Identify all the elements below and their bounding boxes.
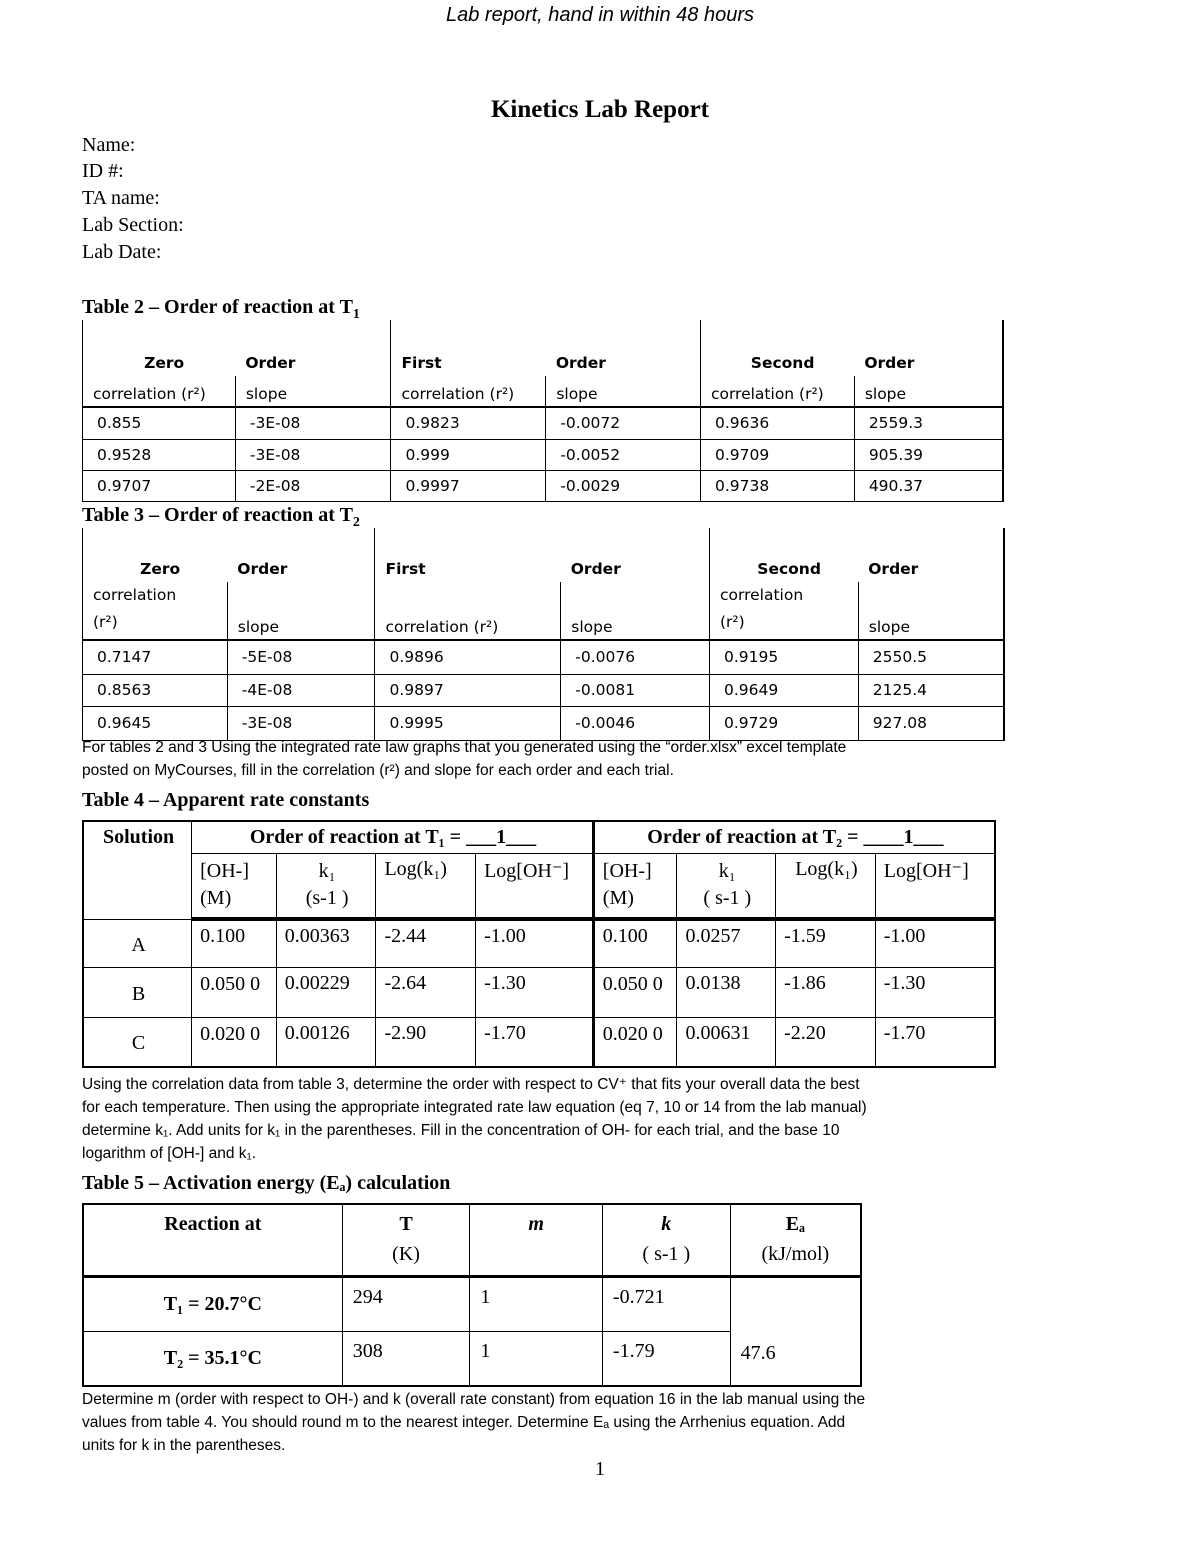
temperature-header [342, 1204, 470, 1276]
table-cell: -1.00 [476, 919, 594, 967]
col-header-unit: ( s-1 ) [703, 886, 752, 909]
table-cell: 927.08 [858, 706, 1004, 740]
col-header-line: T [399, 1213, 413, 1235]
table3-header-zero: Zero [83, 528, 228, 582]
solution-header: Solution [83, 821, 192, 919]
table3-subheader-line: correlation [93, 586, 177, 604]
table-cell: 0.9995 [375, 706, 561, 740]
table-cell: 0.9709 [700, 439, 854, 470]
reaction-at-header: Reaction at [83, 1204, 342, 1276]
id-field-label: ID #: [82, 160, 124, 182]
reaction-temp-label: T₂ = 35.1°C [83, 1331, 342, 1386]
page-title: Kinetics Lab Report [490, 96, 710, 123]
table-cell: 0.9896 [375, 640, 561, 674]
lab-section-field-label: Lab Section: [82, 214, 184, 236]
col-header-line: k₁ [318, 859, 336, 882]
table-cell: 2125.4 [858, 674, 1004, 706]
table-cell: -0.0052 [546, 439, 701, 470]
table2-subheader: slope [235, 376, 391, 407]
table2-subheader: correlation (r²) [391, 376, 546, 407]
col-header-unit: (M) [200, 886, 232, 909]
table-cell: -3E-08 [227, 706, 375, 740]
table2-header-second: Second [700, 320, 854, 376]
table-cell: 0.9897 [375, 674, 561, 706]
table-cell: 0.050 0 [593, 967, 677, 1017]
table-cell: -0.0076 [561, 640, 710, 674]
instruction-line: logarithm of [OH-] and k₁. [82, 1145, 257, 1162]
table-cell: 0.9738 [700, 470, 854, 501]
table-cell: -0.0072 [546, 407, 701, 439]
table-cell: 0.9649 [709, 674, 858, 706]
table-cell: 0.00631 [677, 1017, 776, 1067]
table-cell: -1.59 [776, 919, 876, 967]
col-header-unit: (M) [602, 886, 634, 909]
table-cell: 0.00363 [276, 919, 376, 967]
solution-label: B [83, 967, 192, 1017]
table-cell: -1.30 [875, 967, 995, 1017]
table3-subheader: correlation (r²) [375, 582, 561, 640]
table-row [83, 470, 1004, 501]
table-cell: -1.00 [875, 919, 995, 967]
ea-header [730, 1204, 861, 1276]
table2-caption [82, 296, 360, 323]
table-cell: 0.8563 [83, 674, 228, 706]
table3-header-second: Second [709, 528, 858, 582]
t1-group-header: Order of reaction at T₁ = ___1___ [192, 821, 594, 853]
table-cell: -3E-08 [235, 407, 391, 439]
instruction-line: For tables 2 and 3 Using the integrated rate law graphs that you generated using the “order.xlsx” excel template [82, 739, 847, 756]
k-header [602, 1204, 730, 1276]
table-cell: -0.0029 [546, 470, 701, 501]
table3-header-order: Order [570, 560, 621, 578]
table-cell: 490.37 [854, 470, 1003, 501]
page-number: 1 [595, 1458, 605, 1480]
table-row [83, 439, 1004, 470]
m-header: m [470, 1204, 603, 1276]
table3-header-order: Order [868, 560, 919, 578]
table-cell: -2.64 [376, 967, 476, 1017]
table4 [82, 820, 996, 1068]
table3-subheader-line: correlation [719, 586, 804, 604]
table2-subheader: slope [546, 376, 701, 407]
log-k1-header: Log(k₁) [776, 853, 876, 919]
table3-subheader-line: (r²) [93, 613, 118, 631]
col-header-line: k [661, 1213, 672, 1235]
instruction-line: units for k in the parentheses. [82, 1437, 286, 1454]
oh-conc-header [593, 853, 677, 919]
table-row [83, 919, 995, 967]
table-cell: 0.9645 [83, 706, 228, 740]
log-k1-header: Log(k₁) [376, 853, 476, 919]
table-cell: 0.9997 [391, 470, 546, 501]
col-header-line: [OH-] [602, 859, 652, 882]
table-row [83, 706, 1005, 740]
table-cell: 0.9636 [700, 407, 854, 439]
table2-header-zero: Zero [83, 320, 236, 376]
table-cell: 1 [470, 1276, 603, 1331]
table3-header-first: First [375, 528, 561, 582]
table-cell: 294 [342, 1276, 470, 1331]
header-note: Lab report, hand in within 48 hours [446, 4, 754, 26]
table-cell: -3E-08 [235, 439, 391, 470]
col-header-unit: (kJ/mol) [761, 1243, 830, 1265]
instruction-line: posted on MyCourses, fill in the correlation (r²) and slope for each order and each trial. [82, 762, 674, 779]
solution-label: A [83, 919, 192, 967]
table5-caption: Table 5 – Activation energy (Eₐ) calculation [82, 1172, 451, 1194]
table-cell: -4E-08 [227, 674, 375, 706]
table-row [83, 640, 1005, 674]
table3-caption [82, 504, 360, 531]
table3-subheader: slope [561, 582, 710, 640]
table-cell: 0.020 0 [593, 1017, 677, 1067]
table-cell: 0.050 0 [192, 967, 277, 1017]
table-cell: 0.9823 [391, 407, 546, 439]
table4-caption: Table 4 – Apparent rate constants [82, 789, 370, 811]
table-cell: -0.0046 [561, 706, 710, 740]
table-cell: -0.721 [602, 1276, 730, 1331]
table2-subheader: correlation (r²) [700, 376, 854, 407]
col-header-line: k₁ [718, 859, 736, 882]
table-row [83, 967, 995, 1017]
name-field-label: Name: [82, 134, 136, 156]
table-cell: -1.70 [875, 1017, 995, 1067]
table-cell: 0.100 [593, 919, 677, 967]
col-header-line: Eₐ [785, 1213, 805, 1235]
table2-header-first: First [391, 320, 546, 376]
table-cell: 0.100 [192, 919, 277, 967]
table3-subheader [709, 582, 858, 640]
table-cell: 0.9195 [709, 640, 858, 674]
table-cell: 0.00126 [276, 1017, 376, 1067]
table2-header-order: Order [864, 354, 915, 372]
col-header-unit: ( s-1 ) [642, 1243, 691, 1265]
lab-date-field-label: Lab Date: [82, 241, 162, 263]
table2-header-order: Order [245, 354, 296, 372]
col-header-unit: (s-1 ) [305, 886, 349, 909]
table-cell: 0.855 [83, 407, 236, 439]
table-row [83, 1017, 995, 1067]
table-cell: 308 [342, 1331, 470, 1386]
table-cell: -2.44 [376, 919, 476, 967]
table-cell: 0.020 0 [192, 1017, 277, 1067]
table3-subheader: slope [227, 582, 375, 640]
table2-caption-sub: 1 [352, 307, 360, 322]
table23-instructions [82, 736, 846, 782]
k1-header [677, 853, 776, 919]
table-cell: 2559.3 [854, 407, 1003, 439]
table-cell: 0.7147 [83, 640, 228, 674]
table-cell: 0.0257 [677, 919, 776, 967]
instruction-line: for each temperature. Then using the appropriate integrated rate law equation (eq 7, 10 or 14 from the lab manual) [82, 1099, 867, 1116]
table-cell: -1.86 [776, 967, 876, 1017]
log-oh-header: Log[OH⁻] [875, 853, 995, 919]
ta-name-field-label: TA name: [82, 187, 160, 209]
table-cell: -1.30 [476, 967, 594, 1017]
k1-header [276, 853, 376, 919]
table3-header-order: Order [237, 560, 288, 578]
instruction-line: determine k₁. Add units for k₁ in the parentheses. Fill in the concentration of OH- for each trial, and the base 10 [82, 1122, 840, 1139]
oh-conc-header [192, 853, 277, 919]
table-cell: 0.00229 [276, 967, 376, 1017]
table-cell: 2550.5 [858, 640, 1004, 674]
table3-caption-sub: 2 [352, 515, 360, 530]
table-cell: 0.9707 [83, 470, 236, 501]
col-header-line: [OH-] [200, 859, 249, 882]
table4-instructions [82, 1073, 867, 1165]
instruction-line: Determine m (order with respect to OH-) and k (overall rate constant) from equation 16 in the lab manual using the [82, 1391, 866, 1408]
table-row [83, 407, 1004, 439]
table-cell: -1.79 [602, 1331, 730, 1386]
table2-caption-text: Table 2 – Order of reaction at T [82, 296, 353, 318]
table-cell: -1.70 [476, 1017, 594, 1067]
table-cell: -2.90 [376, 1017, 476, 1067]
table-cell: -2.20 [776, 1017, 876, 1067]
table2-subheader: correlation (r²) [83, 376, 236, 407]
log-oh-header: Log[OH⁻] [476, 853, 594, 919]
table5 [82, 1203, 862, 1387]
table-cell: -0.0081 [561, 674, 710, 706]
table2-subheader: slope [854, 376, 1003, 407]
col-header-unit: (K) [392, 1243, 420, 1265]
solution-label: C [83, 1017, 192, 1067]
table3-subheader: slope [858, 582, 1004, 640]
table-cell: 0.9729 [709, 706, 858, 740]
table-row [83, 674, 1005, 706]
table3 [82, 528, 1005, 741]
instruction-line: Using the correlation data from table 3, determine the order with respect to CV⁺ that fits your overall data the best [82, 1076, 860, 1093]
reaction-temp-label: T₁ = 20.7°C [83, 1276, 342, 1331]
table3-subheader-line: (r²) [719, 613, 745, 631]
table2-header-order: Order [555, 354, 606, 372]
table-cell: 0.0138 [677, 967, 776, 1017]
table-cell: -5E-08 [227, 640, 375, 674]
table-cell: 0.9528 [83, 439, 236, 470]
table-cell: 1 [470, 1331, 603, 1386]
table3-caption-text: Table 3 – Order of reaction at T [82, 504, 353, 526]
table-cell: 0.999 [391, 439, 546, 470]
table-row [83, 1276, 861, 1331]
table-cell: 905.39 [854, 439, 1003, 470]
table5-instructions [82, 1388, 865, 1457]
table-cell: -2E-08 [235, 470, 391, 501]
table3-subheader [83, 582, 228, 640]
table2 [82, 320, 1004, 502]
instruction-line: values from table 4. You should round m to the nearest integer. Determine Eₐ using the Arrhenius equation. Add [82, 1414, 846, 1431]
ea-value: 47.6 [730, 1276, 861, 1386]
t2-group-header: Order of reaction at T₂ = ____1___ [593, 821, 995, 853]
